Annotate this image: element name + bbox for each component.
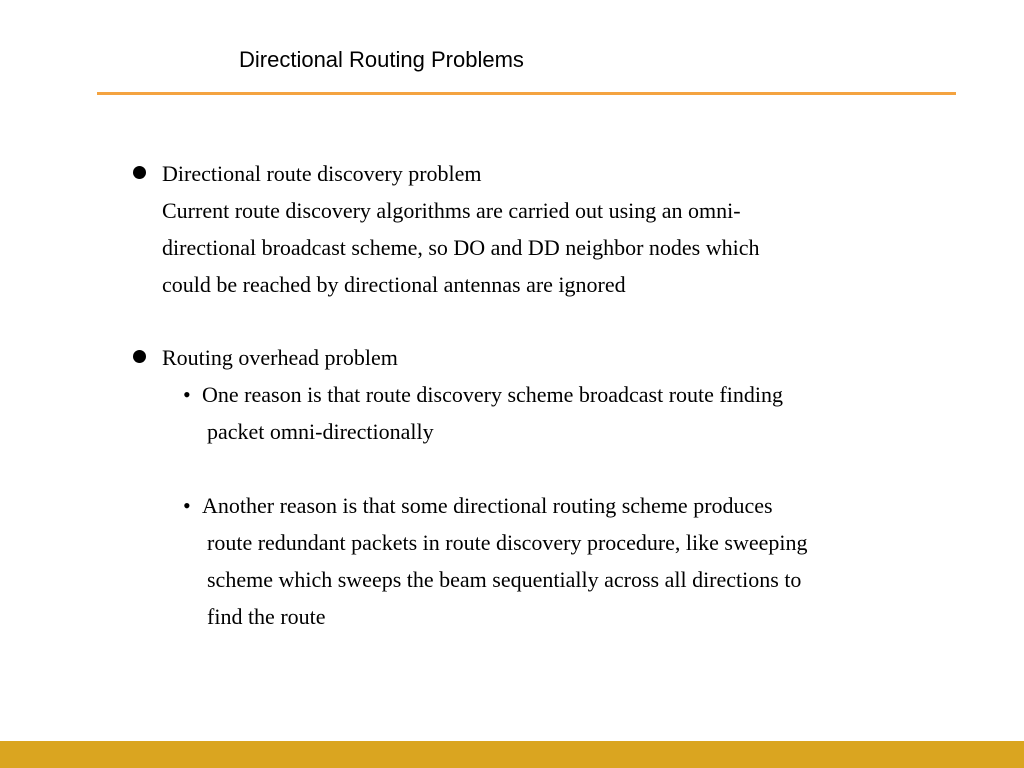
sub-bullet-text-line: route redundant packets in route discovery procedure, like sweeping <box>207 530 808 555</box>
sub-bullet-text-line: Another reason is that some directional routing scheme produces <box>202 493 773 518</box>
bullet-marker <box>133 350 146 363</box>
slide-title: Directional Routing Problems <box>239 47 524 72</box>
sub-bullet-marker: • <box>183 382 191 407</box>
bullet-heading: Directional route discovery problem <box>162 161 482 186</box>
sub-bullet-text-line: scheme which sweeps the beam sequentially across all directions to <box>207 567 802 592</box>
sub-bullet-marker: • <box>183 493 191 518</box>
sub-bullet-text-line: packet omni-directionally <box>207 419 434 444</box>
sub-bullet-text-line: One reason is that route discovery scheme broadcast route finding <box>202 382 783 407</box>
bullet-heading: Routing overhead problem <box>162 345 398 370</box>
sub-bullet-text-line: find the route <box>207 604 326 629</box>
bullet-text-line: could be reached by directional antennas are ignored <box>162 272 626 297</box>
bullet-text-line: Current route discovery algorithms are carried out using an omni- <box>162 198 741 223</box>
bullet-text-line: directional broadcast scheme, so DO and DD neighbor nodes which <box>162 235 760 260</box>
bullet-marker <box>133 166 146 179</box>
footer-band <box>0 741 1024 768</box>
title-divider <box>97 92 956 95</box>
